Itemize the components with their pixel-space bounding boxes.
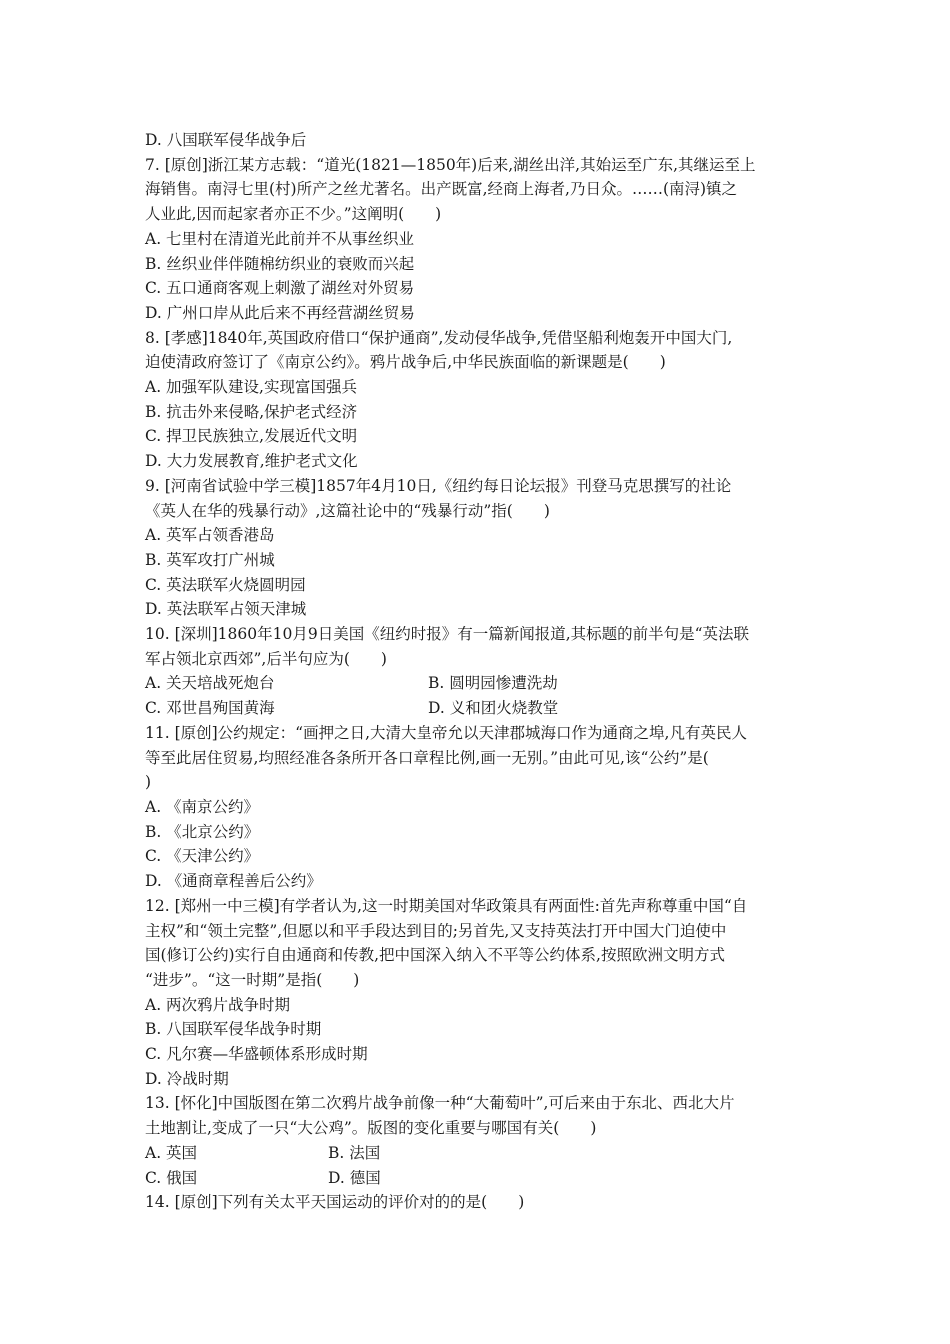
q7-stem-line: 7. [原创]浙江某方志载：“道光(1821—1850年)后来,湖丝出洋,其始运至广东,其继运至上: [145, 155, 756, 174]
q13-stem-line: 土地割让,变成了一只“大公鸡”。版图的变化重要与哪国有关( ): [145, 1119, 597, 1138]
q13-options-row: [145, 1166, 825, 1191]
q12-stem-line: 主权”和“领土完整”,但愿以和平手段达到目的;另首先,又支持英法打开中国大门迫使中: [145, 921, 727, 940]
q11-option-c: C. 《天津公约》: [145, 847, 260, 866]
q11-option-a: A. 《南京公约》: [145, 797, 260, 816]
q7-option-d: D. 广州口岸从此后来不再经营湖丝贸易: [145, 303, 415, 322]
q10-stem-line: 10. [深圳]1860年10月9日美国《纽约时报》有一篇新闻报道,其标题的前半句是“英法联: [145, 625, 750, 644]
q9-stem-line: 《英人在华的残暴行动》,这篇社论中的“残暴行动”指( ): [145, 501, 550, 520]
q12-option-d: D. 冷战时期: [145, 1069, 229, 1088]
q10-option-d: D. 义和团火烧教堂: [428, 699, 559, 718]
question-8: [145, 326, 825, 474]
q12-option-a: A. 两次鸦片战争时期: [145, 995, 291, 1014]
q12-option-b: B. 八国联军侵华战争时期: [145, 1020, 322, 1039]
q13-stem-line: 13. [怀化]中国版图在第二次鸦片战争前像一种“大葡萄叶”,可后来由于东北、西北大片: [145, 1094, 735, 1113]
question-14: [145, 1190, 825, 1215]
q7-option-c: C. 五口通商客观上刺激了湖丝对外贸易: [145, 279, 415, 298]
q10-option-c: C. 邓世昌殉国黄海: [145, 699, 275, 718]
q12-stem-line: “进步”。“这一时期”是指( ): [145, 970, 360, 989]
q7-stem-line: 海销售。南浔七里(村)所产之丝尤著名。出产既富,经商上海者,乃日众。……(南浔)镇之: [145, 180, 738, 199]
q13-option-b: B. 法国: [328, 1143, 381, 1162]
q9-stem-line: 9. [河南省试验中学三模]1857年4月10日,《纽约每日论坛报》刊登马克思撰写的社论: [145, 476, 732, 495]
q8-option-b: B. 抗击外来侵略,保护老式经济: [145, 402, 358, 421]
q10-option-a: A. 关天培战死炮台: [145, 674, 275, 693]
q10-option-b: B. 圆明园惨遭洗劫: [428, 674, 558, 693]
q13-options-row: [145, 1141, 825, 1166]
q11-stem-line: 等至此居住贸易,均照经准各条所开各口章程比例,画一无别。”由此可见,该“公约”是(: [145, 748, 709, 767]
q13-option-d: D. 德国: [328, 1168, 381, 1187]
q14-stem-line: 14. [原创]下列有关太平天国运动的评价对的的是( ): [145, 1193, 525, 1212]
q12-option-c: C. 凡尔赛—华盛顿体系形成时期: [145, 1045, 368, 1064]
q8-stem-line: 迫使清政府签订了《南京公约》。鸦片战争后,中华民族面临的新课题是( ): [145, 353, 666, 372]
q6-option-d: D. 八国联军侵华战争后: [145, 131, 307, 149]
q11-stem-line: ): [145, 773, 152, 792]
question-13: [145, 1091, 825, 1190]
question-11: [145, 721, 825, 894]
q9-option-b: B. 英军攻打广州城: [145, 550, 275, 569]
q12-stem-line: 12. [郑州一中三模]有学者认为,这一时期美国对华政策具有两面性:首先声称尊重中国“自: [145, 896, 748, 915]
question-9: [145, 474, 825, 622]
question-10: [145, 622, 825, 721]
q7-option-b: B. 丝织业伴伴随棉纺织业的衰败而兴起: [145, 254, 415, 273]
question-12: [145, 894, 825, 1092]
q7-stem-line: 人业此,因而起家者亦正不少。”这阐明( ): [145, 205, 442, 224]
q13-option-c: C. 俄国: [145, 1168, 198, 1187]
q10-options-row: [145, 696, 825, 721]
question-7: [145, 153, 825, 326]
q13-option-a: A. 英国: [145, 1143, 198, 1162]
q8-stem-line: 8. [孝感]1840年,英国政府借口“保护通商”,发动侵华战争,凭借坚船利炮轰开中国大门,: [145, 328, 733, 347]
q7-option-a: A. 七里村在清道光此前并不从事丝织业: [145, 229, 415, 248]
q10-options-row: [145, 671, 825, 696]
exam-page: [145, 128, 825, 1215]
q9-option-d: D. 英法联军占领天津城: [145, 600, 307, 619]
q8-option-c: C. 捍卫民族独立,发展近代文明: [145, 427, 358, 446]
q11-option-b: B. 《北京公约》: [145, 822, 260, 841]
q11-option-d: D. 《通商章程善后公约》: [145, 872, 322, 891]
q8-option-d: D. 大力发展教育,维护老式文化: [145, 452, 358, 471]
q12-stem-line: 国(修订公约)实行自由通商和传教,把中国深入纳入不平等公约体系,按照欧洲文明方式: [145, 946, 725, 965]
q11-stem-line: 11. [原创]公约规定：“画押之日,大清大皇帝允以天津郡城海口作为通商之埠,凡有英民人: [145, 723, 747, 742]
q9-option-a: A. 英军占领香港岛: [145, 526, 275, 545]
q8-option-a: A. 加强军队建设,实现富国强兵: [145, 378, 357, 397]
q9-option-c: C. 英法联军火烧圆明园: [145, 575, 306, 594]
q10-stem-line: 军占领北京西郊”,后半句应为( ): [145, 649, 387, 668]
